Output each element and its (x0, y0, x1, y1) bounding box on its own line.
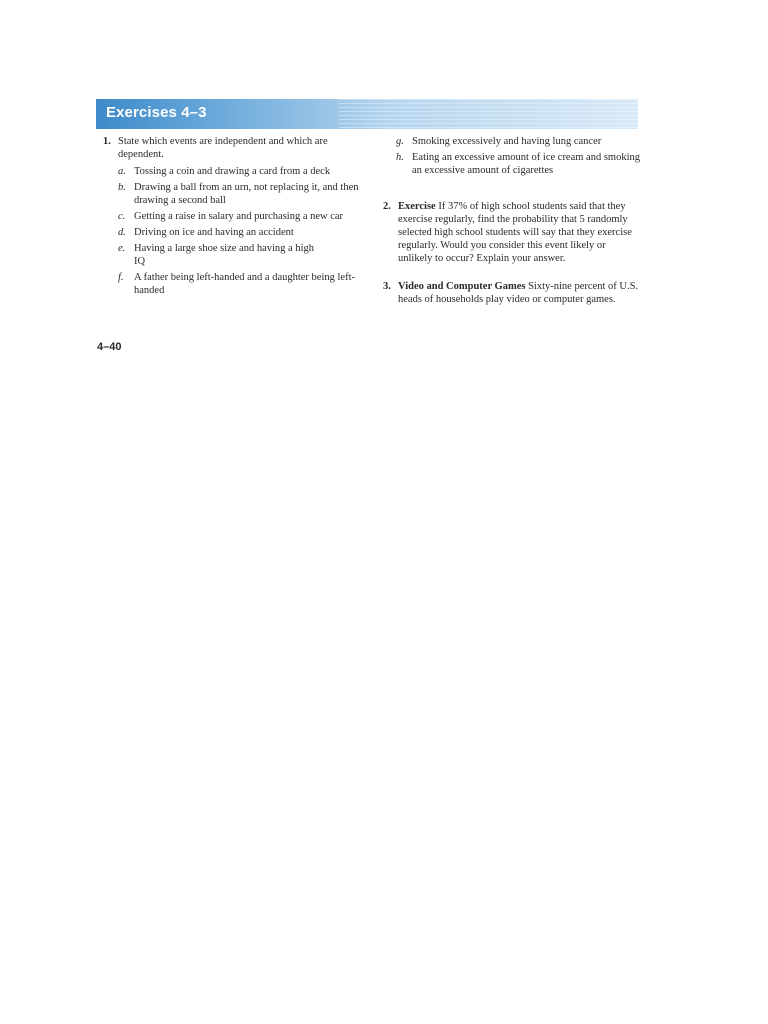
question-2 (383, 200, 641, 265)
question-part-g (396, 135, 612, 148)
part-letter: f. (118, 272, 124, 283)
page-number: 4–40 (97, 341, 122, 353)
question-part-a (118, 165, 348, 178)
part-text: Smoking excessively and having lung cancer (412, 136, 602, 147)
right-column (383, 135, 641, 306)
question-text: State which events are independent and which are dependent. (118, 136, 328, 160)
part-text: Drawing a ball from an urn, not replacing it, and then drawing a second ball (134, 182, 359, 206)
question-number: 1. (103, 136, 111, 147)
part-letter: d. (118, 227, 126, 238)
section-banner (96, 99, 638, 129)
question-3 (383, 280, 641, 306)
question-number: 3. (383, 281, 391, 292)
part-text: Having a large shoe size and having a high IQ (134, 243, 315, 267)
part-text: A father being left-handed and a daughter being left-handed (134, 272, 355, 296)
question-text: Sixty-nine percent of U.S. heads of households play video or computer games. (398, 281, 639, 305)
part-letter: a. (118, 166, 126, 177)
question-title: Video and Computer Games (398, 281, 529, 292)
question-part-e (118, 242, 324, 268)
question-number: 2. (383, 201, 391, 212)
left-column (103, 135, 365, 300)
question-1 (103, 135, 365, 297)
section-title: Exercises 4–3 (106, 104, 207, 121)
part-letter: b. (118, 182, 126, 193)
question-part-f (118, 271, 376, 297)
question-parts (118, 165, 365, 297)
question-text: If 37% of high school students said that they exercise regularly, find the probability that 5 randomly selected high school students will say that they exercise regularly. Would you consider this event likely or unlikely to occur? Explain your answer. (398, 201, 632, 264)
question-title: Exercise (398, 201, 439, 212)
part-text: Getting a raise in salary and purchasing a new car (134, 211, 344, 222)
question-part-b (118, 181, 376, 207)
question-part-h (396, 151, 641, 177)
banner-stripes (338, 99, 638, 129)
part-letter: e. (118, 243, 126, 254)
part-text: Eating an excessive amount of ice cream and smoking an excessive amount of cigarettes (412, 152, 641, 176)
part-letter: h. (396, 152, 404, 163)
part-letter: g. (396, 136, 404, 147)
part-text: Tossing a coin and drawing a card from a deck (134, 166, 331, 177)
part-text: Driving on ice and having an accident (134, 227, 294, 238)
question-part-d (118, 226, 376, 239)
part-letter: c. (118, 211, 126, 222)
question-part-c (118, 210, 348, 223)
